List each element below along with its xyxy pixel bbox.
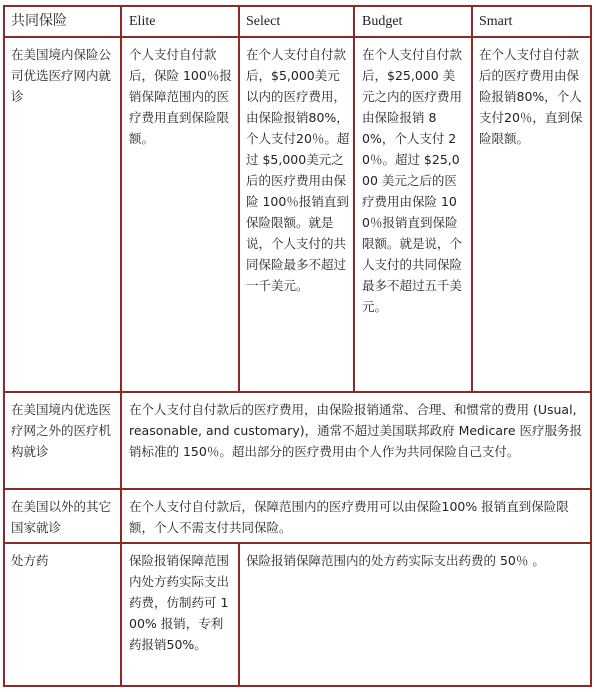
column-divider <box>120 391 122 542</box>
row-label-outside-us: 在美国以外的其它国家就诊 <box>11 499 112 535</box>
column-divider <box>120 542 122 687</box>
budget-in-network: 在个人支付自付款后，$25,000 美元之内的医疗费用由保险报销 80%，个人支付 20％。超过 $25,000 美元之后的医疗费用由保险 100％报销直到保险限额。就是说，个人支付的共同保险最多不超过五千美元。 <box>362 47 463 314</box>
column-divider <box>238 542 240 687</box>
row-divider <box>5 36 590 38</box>
row-label-prescription: 处方药 <box>11 553 49 568</box>
others-prescription: 保险报销保障范围内的处方药实际支出药费的 50％ 。 <box>246 553 545 568</box>
smart-in-network: 在个人支付自付款后的医疗费用由保险报销80%，个人支付20％，直到保险限额。 <box>479 47 583 146</box>
header-smart: Smart <box>479 14 513 29</box>
select-in-network: 在个人支付自付款后，$5,000美元以内的医疗费用，由保险报销80%，个人支付20％。超过 $5,000美元之后的医疗费用由保险 100％报销直到保险限额。就是说，个人支付的共同保险最多不超过一千美元。 <box>246 47 350 293</box>
coinsurance-table <box>3 5 592 687</box>
row-divider <box>5 542 590 544</box>
column-divider <box>353 7 355 391</box>
out-of-network-text: 在个人支付自付款后的医疗费用，由保险报销通常、合理、和惯常的费用 (Usual, reasonable, and customary)，通常不超过美国联邦政府 Medicare 医疗服务报销标准的 150％。超出部分的医疗费用由个人作为共同保险自己支付。 <box>129 402 583 459</box>
column-divider <box>238 7 240 391</box>
header-budget: Budget <box>362 14 403 29</box>
header-elite: Elite <box>129 14 156 29</box>
outside-us-text: 在个人支付自付款后，保障范围内的医疗费用可以由保险100% 报销直到保险限额，个人不需支付共同保险。 <box>129 499 569 535</box>
column-divider <box>120 7 122 391</box>
column-divider <box>471 7 473 391</box>
row-label-in-network: 在美国境内保险公司优选医疗网内就诊 <box>11 47 112 104</box>
header-select: Select <box>246 14 281 29</box>
row-divider <box>5 391 590 393</box>
elite-in-network: 个人支付自付款后，保险 100％报销保障范围内的医疗费用直到保险限额。 <box>129 47 232 146</box>
row-divider <box>5 488 590 490</box>
elite-prescription: 保险报销保障范围内处方药实际支出药费，仿制药可 100% 报销，专利药报销50%。 <box>129 553 230 652</box>
header-coinsurance: 共同保险 <box>11 14 67 29</box>
row-label-out-of-network: 在美国境内优选医疗网之外的医疗机构就诊 <box>11 402 112 459</box>
